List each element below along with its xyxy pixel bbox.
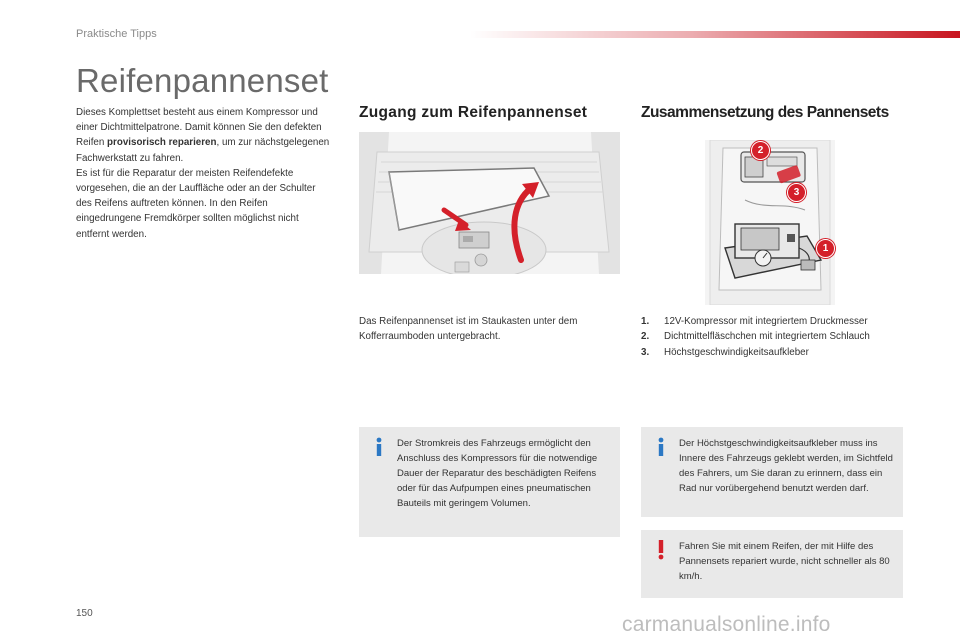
watermark: carmanualsonline.info [622,613,831,636]
info-icon [653,437,669,457]
intro-text [76,105,331,242]
info-icon [371,437,387,457]
legend-item-text: 12V-Kompressor mit integriertem Druckmesser [664,316,868,327]
intro-bold-phrase: provisorisch reparieren [107,137,217,149]
legend-item-text: Höchstgeschwindigkeitsaufkleber [664,346,809,358]
intro-paragraph-2: Es ist für die Reparatur der meisten Reifendefekte vorgesehen, die an der Lauffläche oder an der Schulter des Reifens auftreten können. In den Reifen eingedrungene Fremdkörper sollten möglichst nicht entfernt werden. [76,167,316,240]
note-sticker [641,427,903,517]
page-number: 150 [76,608,93,619]
note-circuit-text: Der Stromkreis des Fahrzeugs ermöglicht den Anschluss des Kompressors für die notwendige Dauer der Reparatur des beschädigten Reifens oder für das Aufpumpen eines pneumatischen Bauteils mit geringem Volumen. [397,438,598,509]
legend-item [641,329,921,344]
legend-item-number: 1. [641,316,650,327]
legend-item [641,314,921,329]
intro-text-before-bold: Dieses Komplettset besteht aus einem Kompressor und einer Dichtmittelpatrone. Damit können Sie den defekten Reifen [76,107,322,149]
access-heading: Zugang zum Reifenpannenset [359,104,588,121]
access-caption: Das Reifenpannenset ist im Staukasten unter dem Kofferraumboden untergebracht. [359,316,578,343]
legend-item-number: 2. [641,331,650,343]
note-circuit [359,427,620,537]
composition-heading: Zusammensetzung des Pannensets [641,104,889,121]
note-sticker-text: Der Höchstgeschwindigkeitsaufkleber muss ins Innere des Fahrzeugs geklebt werden, im Sichtfeld des Fahrers, um Sie daran zu erinnern, dass ein Rad nur vorübergehend benutzt werden darf. [679,438,893,494]
intro-text-after-bold: , um zur nächstgelegenen Fachwerkstatt zu fahren. [76,137,330,164]
legend-item [641,345,921,360]
legend-item-text: Dichtmittelfläschchen mit integriertem Schlauch [664,331,870,343]
legend-item-number: 3. [641,346,650,358]
note-speed-warning [641,530,903,598]
composition-legend [641,314,921,360]
callout-2: 2 [751,141,770,160]
header-accent-bar [470,31,960,38]
repair-kit-illustration [705,140,835,305]
intro-paragraph-1 [76,105,331,166]
header-section-label: Praktische Tipps [76,28,157,40]
warning-icon [653,540,669,560]
callout-1: 1 [816,239,835,258]
callout-3: 3 [787,183,806,202]
note-speed-text: Fahren Sie mit einem Reifen, der mit Hilfe des Pannensets repariert wurde, nicht schneller als 80 km/h. [679,541,890,582]
trunk-illustration [359,132,620,274]
page-title: Reifenpannenset [76,62,329,99]
